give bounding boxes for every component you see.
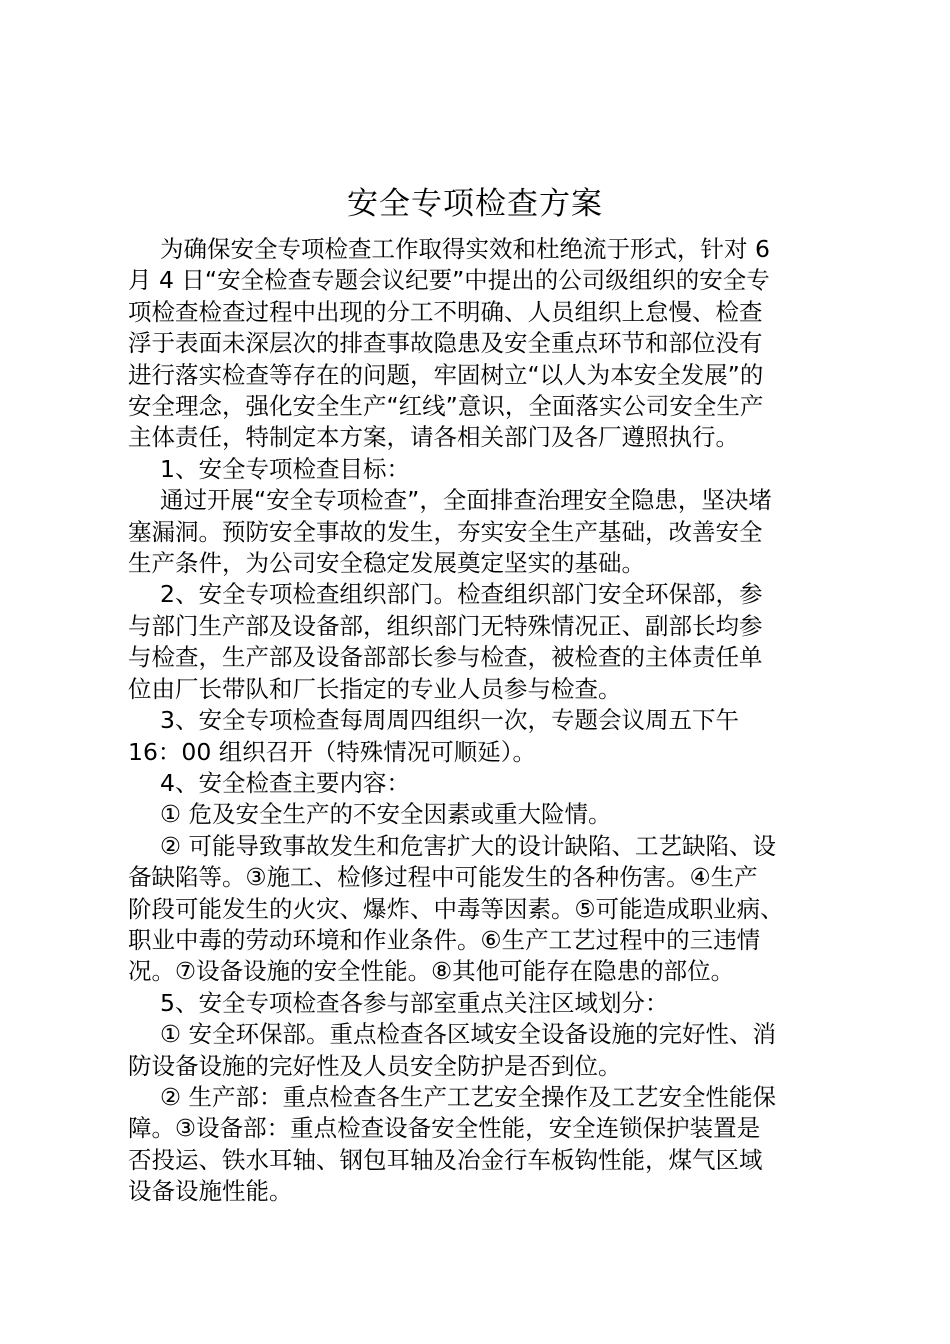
section-heading: 4、安全检查主要内容： (160, 768, 410, 797)
text-line: 位由厂长带队和厂长指定的专业人员参与检查。 (128, 674, 622, 703)
text-line: 生产条件，为公司安全稳定发展奠定坚实的基础。 (128, 549, 645, 578)
text-line: 防设备设施的完好性及人员安全防护是否到位。 (128, 1051, 622, 1080)
text-line: 设备设施性能。 (128, 1177, 293, 1206)
text-line: 为确保安全专项检查工作取得实效和杜绝流于形式，针对 6 (160, 235, 770, 263)
text-line: 况。⑦设备设施的安全性能。⑧其他可能存在隐患的部位。 (128, 957, 735, 986)
text-line: 通过开展“安全专项检查”，全面排查治理安全隐患，坚决堵 (160, 486, 772, 515)
list-item: ② 生产部：重点检查各生产工艺安全操作及工艺安全性能保 (160, 1082, 777, 1111)
text-line: 项检查检查过程中出现的分工不明确、人员组织上怠慢、检查 (128, 297, 763, 326)
section-heading: 1、安全专项检查目标： (160, 454, 410, 483)
text-line: 阶段可能发生的火灾、爆炸、中毒等因素。⑤可能造成职业病、 (128, 894, 784, 923)
section-heading: 2、安全专项检查组织部门。检查组织部门安全环保部，参 (160, 580, 763, 609)
text-line: 进行落实检查等存在的问题，牢固树立“以人为本安全发展”的 (128, 360, 764, 389)
text-line: 浮于表面未深层次的排查事故隐患及安全重点环节和部位没有 (128, 329, 763, 358)
text-line: 塞漏洞。预防安全事故的发生，夯实安全生产基础，改善安全 (128, 517, 763, 546)
text-line: 否投运、铁水耳轴、钢包耳轴及冶金行车板钩性能，煤气区域 (128, 1145, 763, 1174)
list-item: ② 可能导致事故发生和危害扩大的设计缺陷、工艺缺陷、设 (160, 831, 777, 860)
text-line: 与部门生产部及设备部，组织部门无特殊情况正、副部长均参 (128, 611, 763, 640)
text-line: 障。③设备部：重点检查设备安全性能，安全连锁保护装置是 (128, 1114, 761, 1143)
text-line: 月 4 日“安全检查专题会议纪要”中提出的公司级组织的安全专 (128, 266, 770, 295)
section-heading: 3、安全专项检查每周周四组织一次，专题会议周五下午 (160, 706, 739, 735)
text-line: 主体责任，特制定本方案，请各相关部门及各厂遵照执行。 (128, 423, 739, 452)
document-body (128, 234, 828, 1208)
text-line: 职业中毒的劳动环境和作业条件。⑥生产工艺过程中的三违情 (128, 925, 761, 954)
list-item: ① 安全环保部。重点检查各区域安全设备设施的完好性、消 (160, 1020, 777, 1049)
text-line: 备缺陷等。③施工、检修过程中可能发生的各种伤害。④生产 (128, 863, 758, 892)
text-line: 与检查，生产部及设备部部长参与检查，被检查的主体责任单 (128, 643, 763, 672)
text-line: 安全理念，强化安全生产“红线”意识，全面落实公司安全生产 (128, 392, 764, 421)
page-title: 安全专项检查方案 (347, 186, 603, 222)
list-item: ① 危及安全生产的不安全因素或重大险情。 (160, 800, 612, 829)
text-line: 16：00 组织召开（特殊情况可顺延）。 (128, 737, 537, 766)
section-heading: 5、安全专项检查各参与部室重点关注区域划分： (160, 988, 669, 1017)
